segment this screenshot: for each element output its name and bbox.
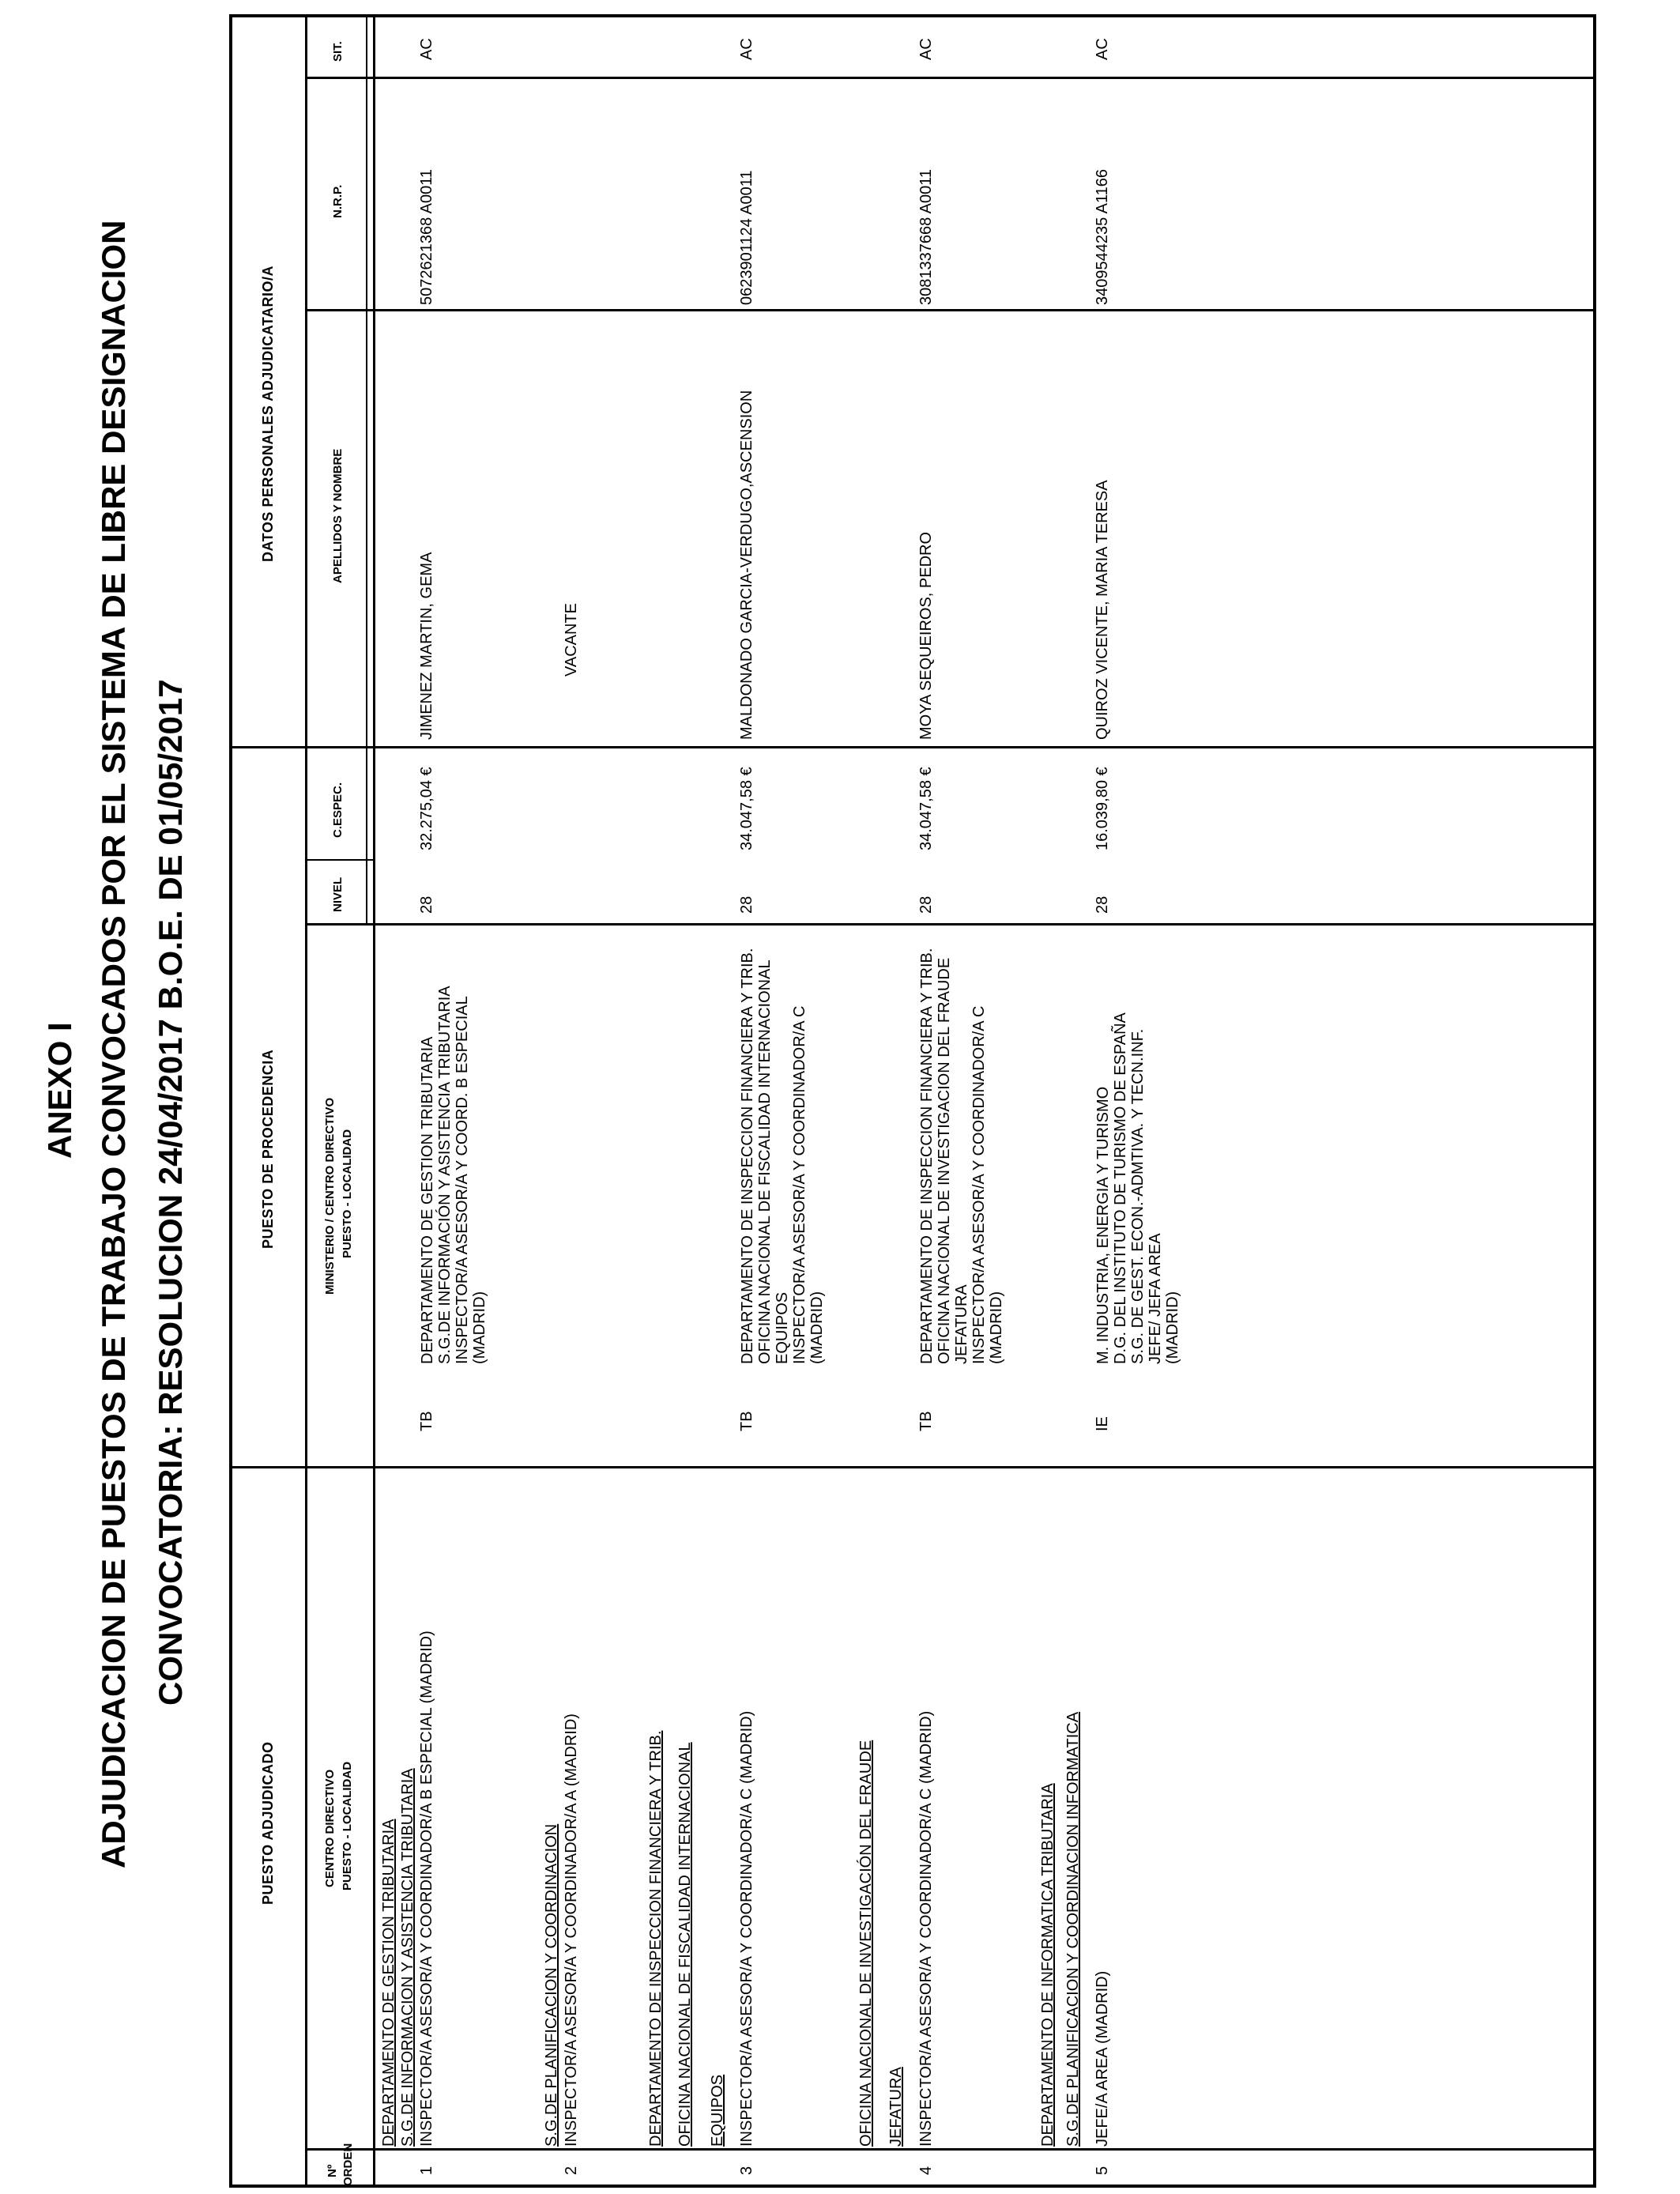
row-cespec: 16.039,80 € xyxy=(1094,767,1111,850)
unit-heading: DEPARTAMENTO DE INSPECCION FINANCIERA Y TRIB. xyxy=(647,1730,665,2147)
row-sit: AC xyxy=(418,38,435,60)
unit-heading: DEPARTAMENTO DE INFORMATICA TRIBUTARIA xyxy=(1039,1783,1057,2147)
col-sit: SIT. xyxy=(331,41,345,62)
row-nivel: 28 xyxy=(738,895,755,914)
unit-heading: DEPARTAMENTO DE GESTION TRIBUTARIA xyxy=(380,1819,397,2147)
row-puesto: INSPECTOR/A ASESOR/A Y COORDINADOR/A C (MADRID) xyxy=(738,1710,755,2147)
unit-heading: S.G.DE PLANIFICACION Y COORDINACION INFORMATICA xyxy=(1064,1711,1082,2147)
row-cespec: 34.047,58 € xyxy=(917,767,935,850)
row-sit: AC xyxy=(738,38,755,60)
unit-heading: S.G.DE PLANIFICACION Y COORDINACION xyxy=(543,1823,560,2147)
col-rule-5 xyxy=(229,746,1596,748)
row-sit: AC xyxy=(1094,38,1111,60)
row-cespec: 32.275,04 € xyxy=(418,767,435,850)
row-procedencia: DEPARTAMENTO DE INSPECCION FINANCIERA Y TRIB. OFICINA NACIONAL DE FISCALIDAD INTERNACIONAL EQUIPOS INSPECTOR/A ASESOR/A Y COORDINADOR/A C (MADRID) xyxy=(739,948,826,1364)
group-puesto-procedencia: PUESTO DE PROCEDENCIA xyxy=(260,1049,276,1249)
row-orden: 5 xyxy=(1094,2166,1111,2175)
row-orden: 1 xyxy=(418,2166,435,2175)
group-puesto-adjudicado: PUESTO ADJUDICADO xyxy=(260,1741,276,1905)
row-nombre: VACANTE xyxy=(563,603,580,677)
row-procedencia: DEPARTAMENTO DE GESTION TRIBUTARIA S.G.DE INFORMACIÓN Y ASISTENCIA TRIBUTARIA INSPECTOR/A ASESOR/A Y COORD. B ESPECIAL (MADRID) xyxy=(419,986,488,1364)
col-rule-6 xyxy=(305,309,1596,311)
col-rule-2 xyxy=(229,1466,1596,1468)
col-nrp: N.R.P. xyxy=(331,184,345,218)
row-nivel: 28 xyxy=(1094,895,1111,914)
row-puesto: JEFE/A AREA (MADRID) xyxy=(1094,1970,1111,2147)
row-orden: 3 xyxy=(738,2166,755,2175)
row-nrp: 0623901124 A0011 xyxy=(738,170,755,305)
row-puesto: INSPECTOR/A ASESOR/A Y COORDINADOR/A A (MADRID) xyxy=(563,1713,580,2147)
col-rule-7 xyxy=(305,77,1596,79)
header-bottom-rule xyxy=(373,14,375,2188)
row-tipo: IE xyxy=(1094,1416,1111,1431)
unit-heading: EQUIPOS xyxy=(709,2074,726,2147)
row-nombre: MOYA SEQUEIROS, PEDRO xyxy=(917,531,935,740)
col-rule-1 xyxy=(305,2148,1596,2151)
row-nombre: MALDONADO GARCIA-VERDUGO,ASCENSION xyxy=(738,390,755,740)
row-nrp: 3409544235 A1166 xyxy=(1094,168,1111,305)
row-nivel: 28 xyxy=(418,895,435,914)
row-tipo: TB xyxy=(418,1411,435,1431)
row-nrp: 3081337668 A0011 xyxy=(917,168,935,305)
row-orden: 4 xyxy=(917,2166,935,2175)
col-orden-1: Nº xyxy=(326,2164,339,2177)
row-tipo: TB xyxy=(917,1411,935,1431)
row-puesto: INSPECTOR/A ASESOR/A Y COORDINADOR/A C (MADRID) xyxy=(917,1710,935,2147)
group-datos-personales: DATOS PERSONALES ADJUDICATARIO/A xyxy=(260,265,276,562)
col-apellidos: APELLIDOS Y NOMBRE xyxy=(331,448,345,583)
row-nombre: QUIROZ VICENTE, MARIA TERESA xyxy=(1094,480,1111,740)
annex-title: ANEXO I xyxy=(41,1022,78,1159)
unit-heading: OFICINA NACIONAL DE FISCALIDAD INTERNACIONAL xyxy=(676,1742,694,2147)
header-separator xyxy=(305,14,307,2188)
row-orden: 2 xyxy=(563,2166,580,2175)
col-ministerio-2: PUESTO - LOCALIDAD xyxy=(341,1129,354,1258)
row-tipo: TB xyxy=(738,1411,755,1431)
col-ministerio-1: MINISTERIO / CENTRO DIRECTIVO xyxy=(323,1097,337,1295)
col-cespec: C.ESPEC. xyxy=(331,782,345,838)
col-orden-2: ORDEN xyxy=(341,2143,355,2186)
row-nombre: JIMENEZ MARTIN, GEMA xyxy=(418,552,435,740)
unit-heading: OFICINA NACIONAL DE INVESTIGACIÓN DEL FRAUDE xyxy=(857,1740,875,2147)
document-title: ADJUDICACION DE PUESTOS DE TRABAJO CONVOCADOS POR EL SISTEMA DE LIBRE DESIGNACION xyxy=(95,220,132,1868)
col-rule-4 xyxy=(305,859,373,861)
col-rule-3 xyxy=(305,923,1596,925)
row-cespec: 34.047,58 € xyxy=(738,767,755,850)
col-centro-1: CENTRO DIRECTIVO xyxy=(323,1769,337,1887)
col-centro-2: PUESTO - LOCALIDAD xyxy=(341,1761,354,1891)
row-nrp: 5072621368 A0011 xyxy=(418,168,435,305)
subheader-separator-2 xyxy=(366,16,367,925)
row-sit: AC xyxy=(917,38,935,60)
row-procedencia: M. INDUSTRIA, ENERGIA Y TURISMO D.G. DEL INSTITUTO DE TURISMO DE ESPAÑA S.G. DE GEST. ECON.-ADMTIVA. Y TECN.INF. JEFE/ JEFA AREA (MADRID) xyxy=(1094,1012,1181,1364)
unit-heading: JEFATURA xyxy=(887,2067,905,2147)
col-nivel: NIVEL xyxy=(331,876,345,912)
row-nivel: 28 xyxy=(917,895,935,914)
convocatoria-line: CONVOCATORIA: RESOLUCION 24/04/2017 B.O.E. DE 01/05/2017 xyxy=(152,679,189,1706)
row-procedencia: DEPARTAMENTO DE INSPECCION FINANCIERA Y TRIB. OFICINA NACIONAL DE INVESTIGACION DEL FRAUDE JEFATURA INSPECTOR/A ASESOR/A Y COORDINADOR/A C (MADRID) xyxy=(918,948,1005,1364)
unit-heading: S.G.DE INFORMACION Y ASISTENCIA TRIBUTARIA xyxy=(399,1768,416,2147)
row-puesto: INSPECTOR/A ASESOR/A Y COORDINADOR/A B ESPECIAL (MADRID) xyxy=(418,1630,435,2147)
